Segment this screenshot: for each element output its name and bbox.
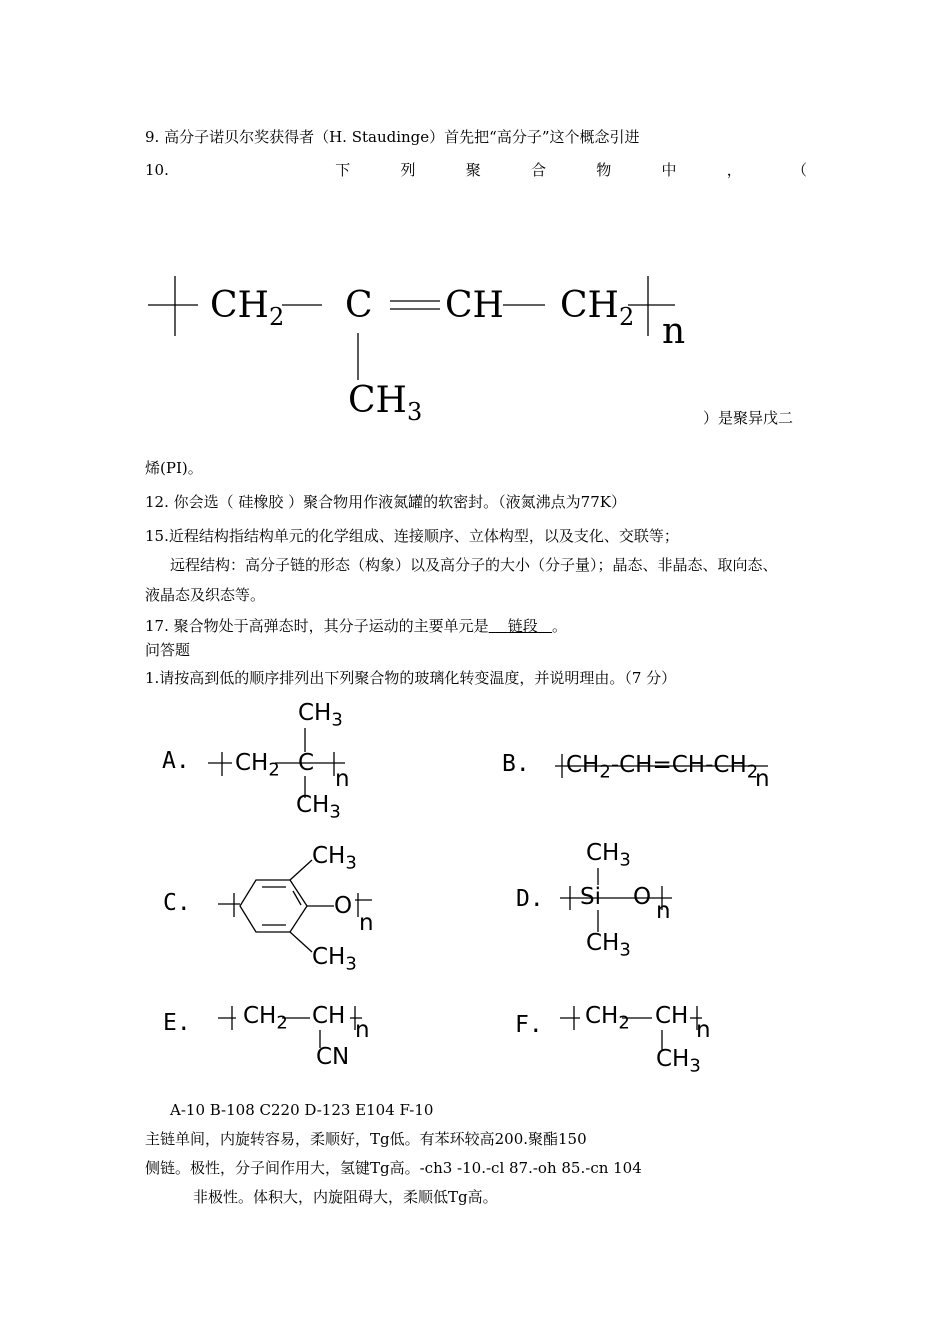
structure-a-ch3-top: $CH_3$ — [298, 700, 343, 731]
structure-b-label: B. — [502, 751, 530, 777]
structure-d-si: Si — [580, 884, 601, 910]
q10-char: ， — [726, 161, 742, 179]
q10-suffix: ）是聚异戊二 — [703, 409, 794, 427]
structure-a-label: A. — [162, 748, 190, 774]
q15-line1: 15.近程结构指结构单元的化学组成、连接顺序、立体构型，以及支化、交联等； — [145, 527, 679, 545]
q10-continuation: 烯(PI)。 — [145, 459, 203, 477]
q15-line3: 液晶态及织态等。 — [145, 586, 266, 604]
structure-d-label: D. — [516, 886, 544, 912]
structure-c-ch3-bottom: $CH_3$ — [312, 944, 357, 975]
formula-ch3: $CH_3$ — [348, 380, 423, 427]
structure-e-label: E. — [163, 1010, 191, 1036]
structure-c-ch3-top: $CH_3$ — [312, 843, 357, 874]
formula-ch2-left: $CH_2$ — [210, 285, 285, 332]
structure-e-cn: CN — [316, 1044, 350, 1070]
q10-char: 列 — [400, 161, 416, 179]
q10-char: （ — [791, 161, 807, 179]
structure-d-n: n — [656, 898, 671, 924]
structure-e-ch2: $CH_2$ — [243, 1003, 288, 1034]
structure-d-ch3-top: $CH_3$ — [586, 840, 631, 871]
structure-c-label: C. — [163, 890, 191, 916]
structure-a-c: C — [298, 750, 315, 776]
q9-text: 9. 高分子诺贝尔奖获得者（H. Staudinge）首先把“高分子”这个概念引进 — [145, 128, 640, 146]
q12-text: 12. 你会选（ 硅橡胶 ）聚合物用作液氮罐的软密封。（液氮沸点为77K） — [145, 493, 626, 511]
q15-line2: 远程结构：高分子链的形态（构象）以及高分子的大小（分子量）；晶态、非晶态、取向态、 — [170, 556, 778, 574]
structure-b-formula: $CH_2-CH=CH-CH_2$ — [566, 752, 759, 783]
explanation-line-2: 侧链。极性，分子间作用大，氢键Tg高。-ch3 -10.-cl 87.-oh 85.-cn 104 — [145, 1159, 642, 1177]
q10-char: 中 — [661, 161, 677, 179]
explanation-line-1: 主链单间，内旋转容易，柔顺好，Tg低。有苯环较高200.聚酯150 — [145, 1130, 587, 1148]
q10-char: 下 — [335, 161, 351, 179]
q10-char: 聚 — [465, 161, 481, 179]
structure-d-ch3-bottom: $CH_3$ — [586, 930, 631, 961]
structure-c-n: n — [359, 910, 374, 936]
formula-c: C — [345, 285, 373, 326]
structure-a-n: n — [335, 766, 350, 792]
structure-f-ch2: $CH_2$ — [585, 1003, 630, 1034]
q10-char: 物 — [596, 161, 612, 179]
answer-line: A-10 B-108 C220 D-123 E104 F-10 — [170, 1101, 434, 1119]
structure-f-ch3: $CH_3$ — [656, 1046, 701, 1077]
q17-answer: 链段 — [507, 617, 538, 635]
q10-char: 合 — [530, 161, 546, 179]
formula-n: n — [662, 311, 686, 352]
formula-ch2-right: $CH_2$ — [560, 285, 635, 332]
structure-f-n: n — [696, 1017, 711, 1043]
q17-text: 17. 聚合物处于高弹态时，其分子运动的主要单元是 链段 。 — [145, 617, 568, 635]
structure-d-o: O — [633, 884, 652, 910]
section-title: 问答题 — [145, 641, 191, 659]
structure-c-o: O — [334, 893, 353, 919]
explanation-line-3: 非极性。体积大，内旋阻碍大，柔顺低Tg高。 — [193, 1188, 498, 1206]
structure-e-ch: CH — [312, 1003, 346, 1029]
structure-a-ch3-bottom: $CH_3$ — [296, 792, 341, 823]
structure-b-n: n — [755, 766, 770, 792]
structure-e-n: n — [355, 1017, 370, 1043]
structure-f-ch: CH — [655, 1003, 689, 1029]
qa1-text: 1.请按高到低的顺序排列出下列聚合物的玻璃化转变温度，并说明理由。（7 分） — [145, 669, 677, 687]
formula-ch: CH — [445, 285, 504, 326]
structure-f-label: F. — [515, 1012, 543, 1038]
structure-a-ch2: $CH_2$ — [235, 750, 280, 781]
q10-number: 10. — [145, 161, 169, 179]
